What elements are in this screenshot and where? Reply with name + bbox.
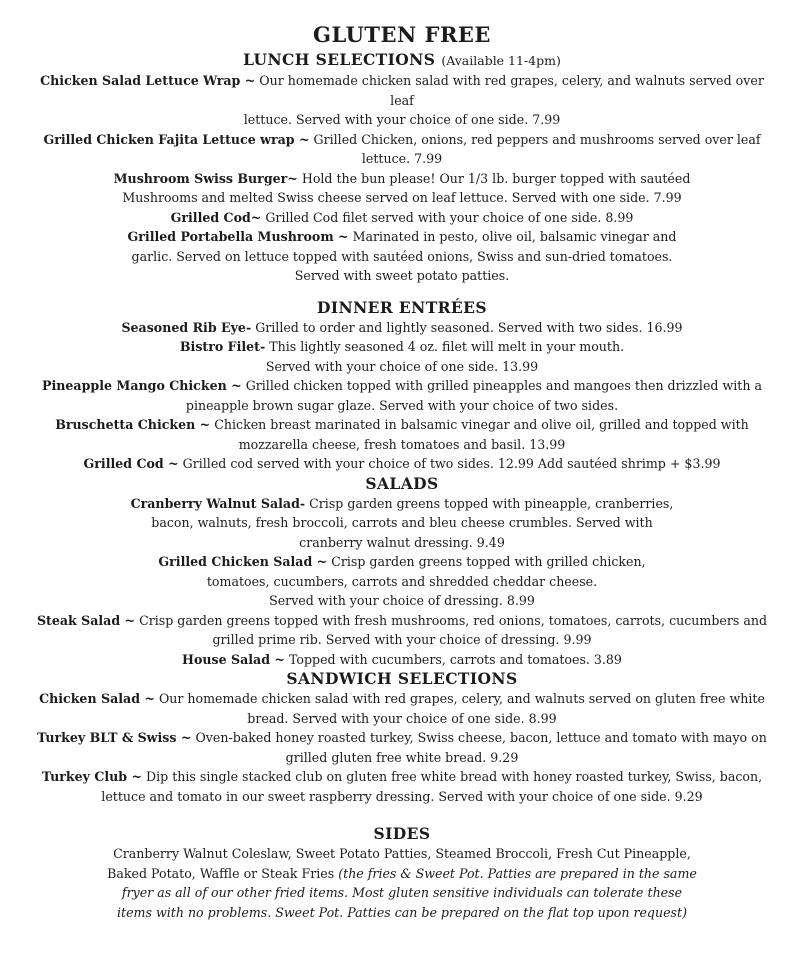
menu-item-name: Grilled Cod ~ <box>83 456 179 471</box>
menu-item <box>34 318 770 338</box>
menu-item-description: grilled prime rib. Served with your choice of dressing. 9.99 <box>212 632 592 647</box>
menu-item-name: Bistro Filet- <box>179 339 266 354</box>
menu-item-description: Served with your choice of dressing. 8.99 <box>269 593 535 608</box>
menu-item-continued <box>34 188 770 208</box>
sides-description <box>107 844 697 922</box>
lunch-items <box>34 71 770 286</box>
menu-item <box>34 169 770 189</box>
menu-item-description: lettuce. Served with your choice of one side. 7.99 <box>243 112 561 127</box>
menu-item-description: Crisp garden greens topped with fresh mushrooms, red onions, tomatoes, carrots, cucumbers and <box>139 612 768 628</box>
menu-item-name: Grilled Cod~ <box>170 209 262 225</box>
menu-item-continued <box>34 787 770 807</box>
lunch-availability-note: (Available 11-4pm) <box>441 53 561 68</box>
dinner-items <box>34 318 770 474</box>
menu-item <box>34 650 770 670</box>
lunch-heading <box>34 50 770 71</box>
menu-item-description: cranberry walnut dressing. 9.49 <box>299 534 505 550</box>
menu-item-continued <box>34 435 770 455</box>
menu-item-description: Chicken breast marinated in balsamic vinegar and olive oil, grilled and topped with <box>214 417 749 432</box>
menu-item-continued <box>34 533 770 553</box>
menu-item-description: Marinated in pesto, olive oil, balsamic vinegar and <box>352 229 677 244</box>
lunch-heading-text: LUNCH SELECTIONS <box>243 50 436 69</box>
menu-item-description: pineapple brown sugar glaze. Served with your choice of two sides. <box>185 397 619 413</box>
sandwiches-items <box>34 689 770 806</box>
menu-item-continued <box>34 748 770 768</box>
menu-item <box>34 71 770 110</box>
menu-item-name: Seasoned Rib Eye- <box>121 319 252 335</box>
menu-item-description: bread. Served with your choice of one side. 8.99 <box>247 710 557 726</box>
menu-item-continued <box>34 630 770 650</box>
menu-item-description: grilled gluten free white bread. 9.29 <box>285 749 519 765</box>
menu-item-name: House Salad ~ <box>182 651 285 667</box>
menu-item-name: Grilled Portabella Mushroom ~ <box>127 229 349 244</box>
menu-item-name: Mushroom Swiss Burger~ <box>113 170 298 186</box>
dinner-heading: DINNER ENTRÉES <box>317 297 487 317</box>
menu-item-continued <box>34 513 770 533</box>
menu-item-description: lettuce. 7.99 <box>361 151 443 166</box>
menu-item-description: Hold the bun please! Our 1/3 lb. burger topped with sautéed <box>301 170 691 186</box>
menu-item-continued <box>34 266 770 286</box>
menu-item-description: bacon, walnuts, fresh broccoli, carrots and bleu cheese crumbles. Served with <box>151 515 653 530</box>
menu-item-continued <box>34 110 770 130</box>
menu-item <box>34 337 770 357</box>
menu-item-name: Turkey BLT & Swiss ~ <box>37 730 192 745</box>
menu-item-continued <box>34 357 770 377</box>
menu-item-description: garlic. Served on lettuce topped with sautéed onions, Swiss and sun-dried tomatoes. <box>131 248 673 264</box>
menu-item-name: Cranberry Walnut Salad- <box>130 495 306 511</box>
menu-item-continued <box>34 396 770 416</box>
menu-item <box>34 208 770 228</box>
menu-item-description: mozzarella cheese, fresh tomatoes and basil. 13.99 <box>238 436 566 452</box>
sides-fryer-note: (the fries & Sweet Pot. Patties are prepared in the same fryer as all of our other fried items. Most gluten sensitive individuals can tolerate these items with no problems. Sweet Pot. Patties can be prepared on the flat top upon request) <box>117 865 697 920</box>
menu-item-name: Grilled Chicken Fajita Lettuce wrap ~ <box>43 131 310 147</box>
menu-item <box>34 130 770 150</box>
menu-item-description: Dip this single stacked club on gluten free white bread with honey roasted turkey, Swiss, bacon, <box>146 769 763 784</box>
menu-item-continued <box>34 247 770 267</box>
menu-item-name: Pineapple Mango Chicken ~ <box>42 378 242 393</box>
menu-item-description: tomatoes, cucumbers, carrots and shredded cheddar cheese. <box>206 573 598 589</box>
menu-item <box>34 689 770 709</box>
menu-item-description: Oven-baked honey roasted turkey, Swiss cheese, bacon, lettuce and tomato with mayo on <box>195 730 767 745</box>
menu-item <box>34 376 770 396</box>
menu-item-description: Our homemade chicken salad with red grapes, celery, and walnuts served on gluten free white <box>158 691 765 706</box>
menu-item <box>34 454 770 474</box>
menu-item-description: Grilled Chicken, onions, red peppers and mushrooms served over leaf <box>313 131 761 147</box>
menu-item-name: Bruschetta Chicken ~ <box>55 417 211 432</box>
menu-item <box>34 728 770 748</box>
menu-item <box>34 227 770 247</box>
menu-item-description: This lightly seasoned 4 oz. filet will melt in your mouth. <box>269 339 625 354</box>
menu-item <box>34 767 770 787</box>
menu-item-name: Chicken Salad Lettuce Wrap ~ <box>40 73 256 88</box>
menu-item <box>34 494 770 514</box>
menu-item-description: Topped with cucumbers, carrots and tomatoes. 3.89 <box>288 651 622 667</box>
menu-item-continued <box>34 572 770 592</box>
menu-item-name: Grilled Chicken Salad ~ <box>158 554 328 569</box>
menu-item-name: Turkey Club ~ <box>41 769 143 784</box>
menu-item <box>34 552 770 572</box>
menu-item <box>34 415 770 435</box>
menu-item-description: Served with sweet potato patties. <box>294 268 510 283</box>
menu-item-description: Grilled chicken topped with grilled pineapples and mangoes then drizzled with a <box>245 378 762 393</box>
sandwiches-heading: SANDWICH SELECTIONS <box>286 669 518 688</box>
menu-item-description: lettuce and tomato in our sweet raspberry dressing. Served with your choice of one side. 9.29 <box>101 788 703 804</box>
menu-item-continued <box>34 149 770 169</box>
salads-heading: SALADS <box>365 473 439 493</box>
sides-list: Cranberry Walnut Coleslaw, Sweet Potato Patties, Steamed Broccoli, Fresh Cut Pineapple, Baked Potato, Waffle or Steak Fries <box>107 846 691 881</box>
salads-items <box>34 494 770 670</box>
menu-item-description: Crisp garden greens topped with pineapple, cranberries, <box>309 495 674 511</box>
menu-item <box>34 611 770 631</box>
menu-item-description: Grilled cod served with your choice of two sides. 12.99 Add sautéed shrimp + $3.99 <box>182 456 721 471</box>
menu-item-description: Grilled Cod filet served with your choice of one side. 8.99 <box>265 209 634 225</box>
menu-item-description: Mushrooms and melted Swiss cheese served on leaf lettuce. Served with one side. 7.99 <box>122 190 682 205</box>
menu-item-description: Grilled to order and lightly seasoned. Served with two sides. 16.99 <box>255 319 683 335</box>
menu-item-description: Served with your choice of one side. 13.99 <box>265 358 539 374</box>
menu-item-description: Crisp garden greens topped with grilled chicken, <box>331 554 646 569</box>
menu-item-continued <box>34 591 770 611</box>
page-title: GLUTEN FREE <box>313 22 491 47</box>
menu-item-name: Steak Salad ~ <box>36 612 136 628</box>
menu-item-continued <box>34 709 770 729</box>
menu-item-description: Our homemade chicken salad with red grapes, celery, and walnuts served over leaf <box>259 73 764 108</box>
sides-heading: SIDES <box>373 824 431 843</box>
menu-item-name: Chicken Salad ~ <box>39 691 155 706</box>
